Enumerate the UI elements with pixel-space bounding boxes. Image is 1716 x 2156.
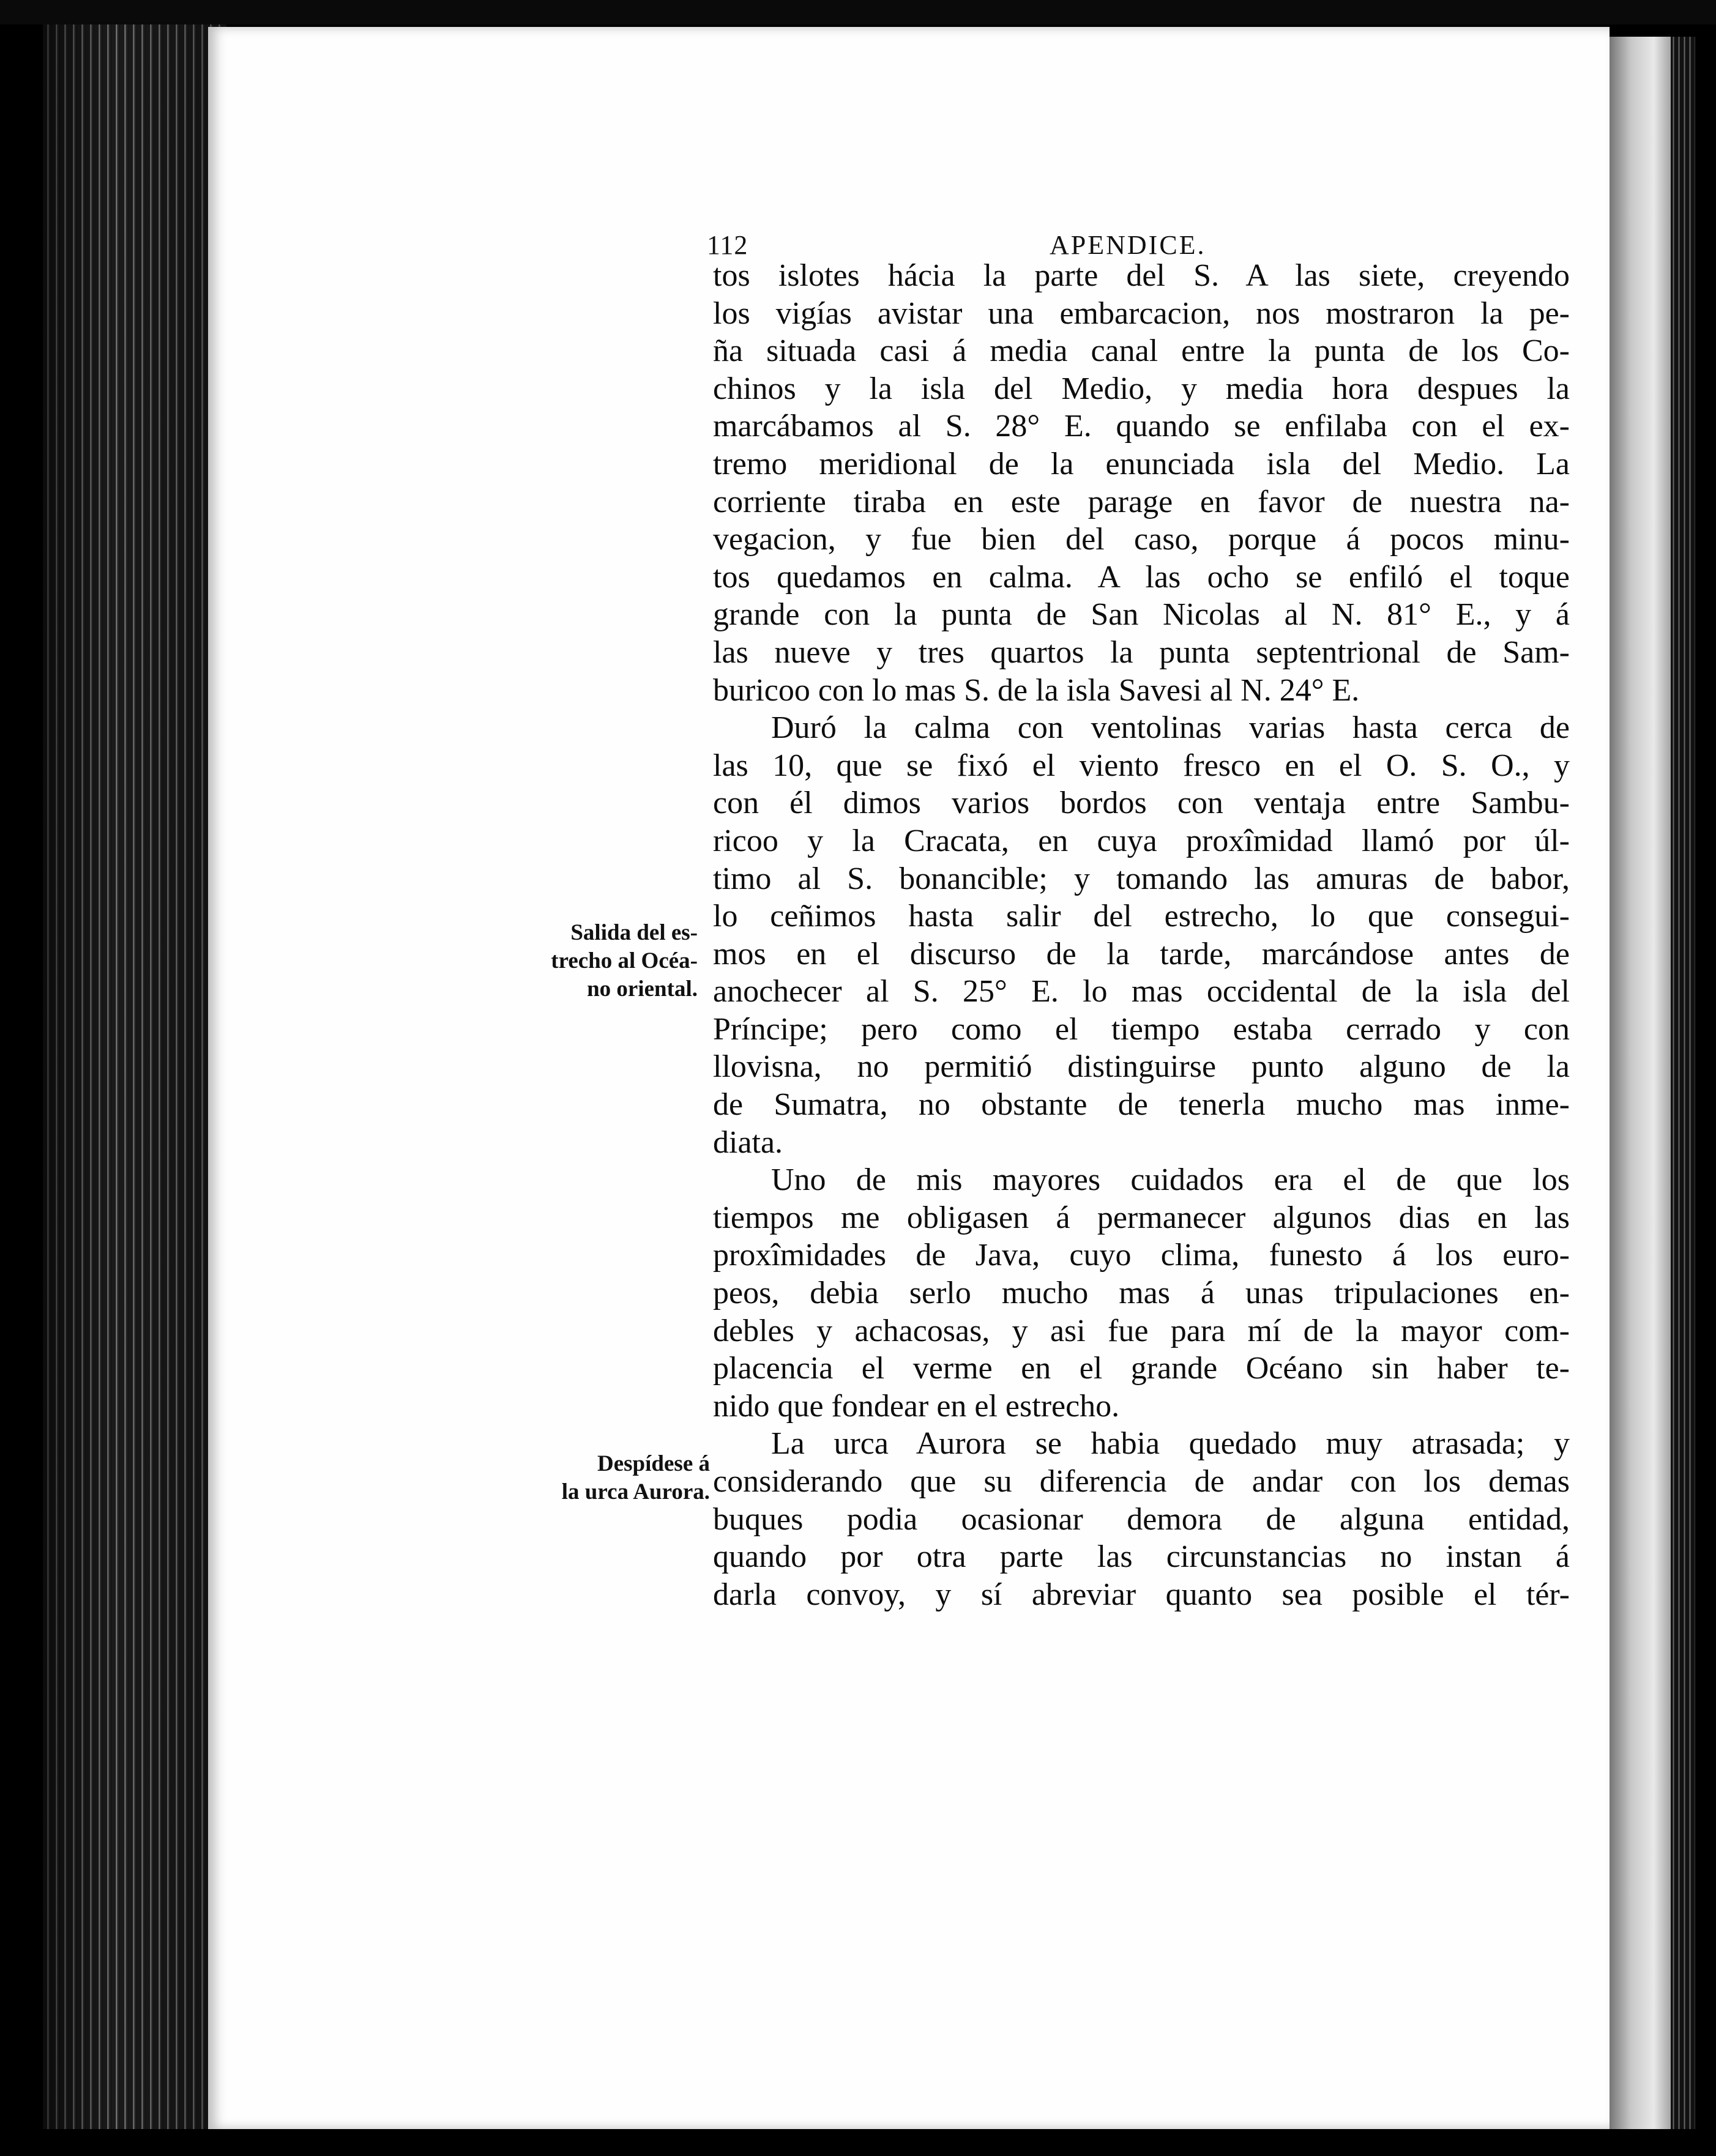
text-line: de Sumatra, no obstante de tenerla mucho mas inme-: [713, 1087, 1570, 1123]
text-line: nido que fondear en el estrecho.: [713, 1388, 1120, 1424]
text-line: tremo meridional de la enunciada isla del Medio. La: [713, 446, 1570, 481]
text-line: lo ceñimos hasta salir del estrecho, lo que consegui-: [713, 899, 1570, 934]
text-line: las nueve y tres quartos la punta septentrional de Sam-: [713, 634, 1570, 670]
text-line: tos quedamos en calma. A las ocho se enfiló el toque: [713, 559, 1570, 595]
text-line: tiempos me obligasen á permanecer algunos dias en las: [713, 1200, 1570, 1235]
running-title: APENDICE.: [1050, 230, 1206, 260]
binding-strip: [1671, 37, 1695, 2129]
text-line: grande con la punta de San Nicolas al N. 81° E., y á: [713, 597, 1570, 633]
text-line: corriente tiraba en este parage en favor de nuestra na-: [713, 484, 1570, 519]
margin-note-strait-exit: [490, 919, 698, 1003]
text-line: debles y achacosas, y asi fue para mí de la mayor com-: [713, 1313, 1570, 1348]
paragraph-first-line: Duró la calma con ventolinas varias hasta cerca de: [771, 710, 1570, 746]
text-line: darla convoy, y sí abreviar quanto sea posible el tér-: [713, 1577, 1570, 1612]
text-line: llovisna, no permitió distinguirse punto alguno de la: [713, 1049, 1570, 1085]
margin-note-aurora: [502, 1450, 710, 1506]
page-edges-left: [43, 24, 226, 2129]
text-line: timo al S. bonancible; y tomando las amuras de babor,: [713, 861, 1570, 896]
margin-note-line: no oriental.: [587, 976, 698, 1002]
margin-note-line: trecho al Océa-: [551, 948, 698, 973]
text-line: peos, debia serlo mucho mas á unas tripulaciones en-: [713, 1276, 1570, 1311]
text-line: proxîmidades de Java, cuyo clima, funesto á los euro-: [713, 1238, 1570, 1273]
text-line: ña situada casi á media canal entre la punta de los Co-: [713, 333, 1570, 369]
text-line: tos islotes hácia la parte del S. A las siete, creyendo: [713, 258, 1570, 293]
text-line: Príncipe; pero como el tiempo estaba cerrado y con: [713, 1011, 1570, 1047]
scan-top-border: [0, 0, 1716, 24]
paragraph-first-line: Uno de mis mayores cuidados era el de que los: [771, 1162, 1570, 1198]
paragraph-first-line: La urca Aurora se habia quedado muy atrasada; y: [771, 1426, 1570, 1462]
text-line: anochecer al S. 25° E. lo mas occidental de la isla del: [713, 974, 1570, 1009]
margin-note-line: la urca Aurora.: [561, 1479, 710, 1504]
text-line: chinos y la isla del Medio, y media hora despues la: [713, 371, 1570, 406]
text-line: las 10, que se fixó el viento fresco en el O. S. O., y: [713, 748, 1570, 783]
text-line: con él dimos varios bordos con ventaja entre Sambu-: [713, 786, 1570, 821]
text-line: mos en el discurso de la tarde, marcándose antes de: [713, 936, 1570, 972]
page-edges-right: [1603, 37, 1695, 2129]
text-line: marcábamos al S. 28° E. quando se enfilaba con el ex-: [713, 409, 1570, 444]
text-line: placencia el verme en el grande Océano sin haber te-: [713, 1351, 1570, 1386]
text-line: considerando que su diferencia de andar con los demas: [713, 1464, 1570, 1499]
page-number: 112: [707, 230, 748, 260]
body-text: [713, 257, 1570, 1613]
text-line: vegacion, y fue bien del caso, porque á pocos minu-: [713, 522, 1570, 557]
text-line: quando por otra parte las circunstancias no instan á: [713, 1539, 1570, 1575]
margin-note-line: Despídese á: [597, 1451, 710, 1476]
text-line: los vigías avistar una embarcacion, nos mostraron la pe-: [713, 296, 1570, 331]
margin-note-line: Salida del es-: [570, 920, 698, 945]
text-line: buques podia ocasionar demora de alguna entidad,: [713, 1501, 1570, 1537]
text-line: buricoo con lo mas S. de la isla Savesi al N. 24° E.: [713, 672, 1360, 708]
text-line: diata.: [713, 1124, 783, 1160]
text-line: ricoo y la Cracata, en cuya proxîmidad llamó por úl-: [713, 823, 1570, 858]
